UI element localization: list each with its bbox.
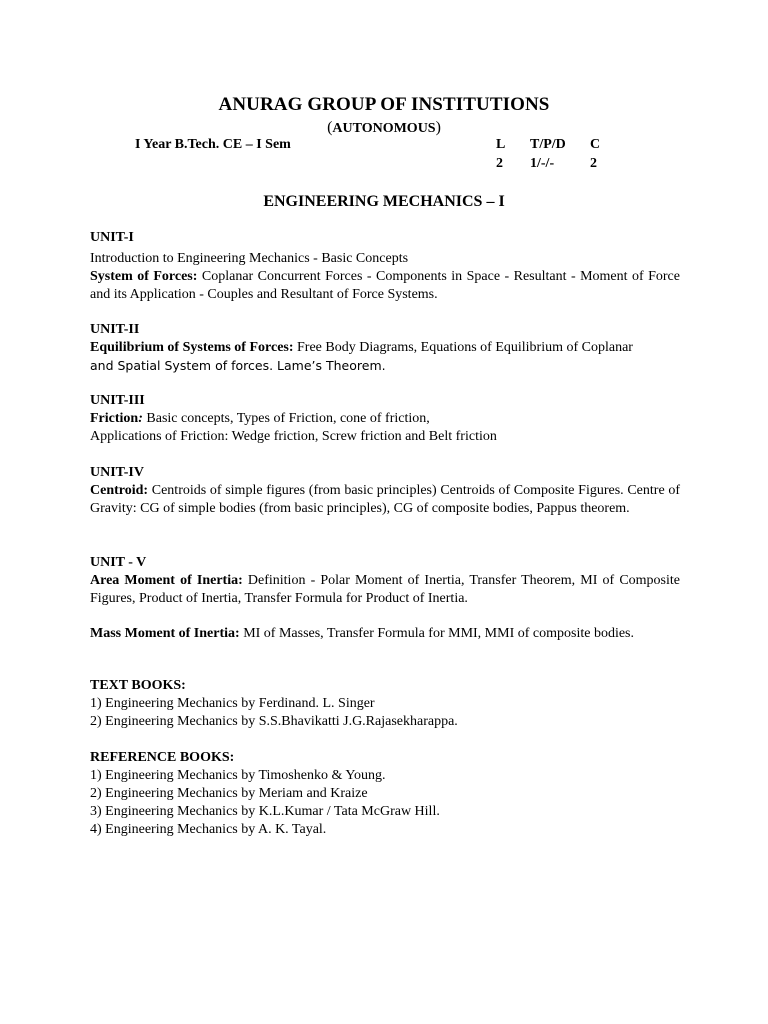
unit-5-mass <box>90 625 680 643</box>
unit-1-body <box>90 268 680 304</box>
unit-2-body-cont: and Spatial System of forces. Lame’s Theorem. <box>90 358 386 373</box>
reference-book-item: 4) Engineering Mechanics by A. K. Tayal. <box>90 822 327 837</box>
institution-title: ANURAG GROUP OF INSTITUTIONS <box>218 94 550 115</box>
unit-5-mass-text: MI of Masses, Transfer Formula for MMI, MMI of composite bodies. <box>239 626 634 641</box>
ltpc-value-l: 2 <box>496 156 503 171</box>
ltpc-value-c: 2 <box>590 156 597 171</box>
unit-3-line2: Applications of Friction: Wedge friction, Screw friction and Belt friction <box>90 429 497 444</box>
ltpc-label-tpd: T/P/D <box>530 137 566 152</box>
reference-book-item: 3) Engineering Mechanics by K.L.Kumar / Tata McGraw Hill. <box>90 804 440 819</box>
unit-5-title: UNIT - V <box>90 555 147 570</box>
unit-1-text: Coplanar Concurrent Forces - Components in Space - Resultant - Moment of Force and its Application - Couples and Resultant of Force Systems. <box>90 269 680 302</box>
text-books-section <box>90 677 680 731</box>
unit-2-label: Equilibrium of Systems of Forces: <box>90 340 294 355</box>
subject-title: ENGINEERING MECHANICS – I <box>263 193 505 210</box>
unit-1-label: System of Forces: <box>90 269 198 284</box>
text-book-item: 1) Engineering Mechanics by Ferdinand. L. Singer <box>90 696 375 711</box>
unit-4-body <box>90 482 680 518</box>
autonomous-open-paren: ( <box>327 119 333 136</box>
unit-1-intro: Introduction to Engineering Mechanics - Basic Concepts <box>90 251 409 266</box>
unit-4-text: Centroids of simple figures (from basic principles) Centroids of Composite Figures. Centre of Gravity: CG of simple bodies (from basic principles), CG of composite bodies, Pappus theorem. <box>90 483 680 516</box>
unit-3-title: UNIT-III <box>90 393 145 408</box>
ltpc-label-l: L <box>496 137 506 152</box>
unit-5-text: Definition - Polar Moment of Inertia, Transfer Theorem, MI of Composite Figures, Product of Inertia, Transfer Formula for Product of Inertia. <box>90 573 680 606</box>
unit-5-label: Area Moment of Inertia: <box>90 573 243 588</box>
unit-2-text: Free Body Diagrams, Equations of Equilibrium of Coplanar <box>293 340 633 355</box>
unit-4-section <box>90 464 680 518</box>
unit-3-body <box>90 410 680 428</box>
unit-5-section <box>90 554 680 643</box>
unit-2-body <box>90 339 680 357</box>
reference-books-title: REFERENCE BOOKS: <box>90 750 235 765</box>
autonomous-label <box>0 119 768 137</box>
autonomous-close-paren: ) <box>435 119 441 136</box>
year-semester: I Year B.Tech. CE – I Sem <box>135 137 291 152</box>
text-books-title: TEXT BOOKS: <box>90 678 186 693</box>
ltpc-label-c: C <box>590 137 601 152</box>
unit-4-label: Centroid: <box>90 483 149 498</box>
reference-book-item: 2) Engineering Mechanics by Meriam and Kraize <box>90 786 368 801</box>
unit-1-section <box>90 229 680 304</box>
unit-2-section <box>90 321 680 375</box>
text-book-item: 2) Engineering Mechanics by S.S.Bhavikatti J.G.Rajasekharappa. <box>90 714 458 729</box>
unit-1-title: UNIT-I <box>90 230 134 245</box>
unit-4-title: UNIT-IV <box>90 465 144 480</box>
reference-book-item: 1) Engineering Mechanics by Timoshenko & Young. <box>90 768 386 783</box>
unit-3-text: Basic concepts, Types of Friction, cone of friction, <box>142 411 430 426</box>
ltpc-value-tpd: 1/-/- <box>530 156 555 171</box>
unit-3-label-colon: : <box>138 411 143 426</box>
unit-3-label: Friction <box>90 411 139 426</box>
unit-3-section <box>90 392 680 446</box>
unit-5-mass-label: Mass Moment of Inertia: <box>90 626 240 641</box>
unit-2-title: UNIT-II <box>90 322 140 337</box>
reference-books-section <box>90 749 680 839</box>
autonomous-text: AUTONOMOUS <box>332 121 436 136</box>
unit-5-body <box>90 572 680 608</box>
